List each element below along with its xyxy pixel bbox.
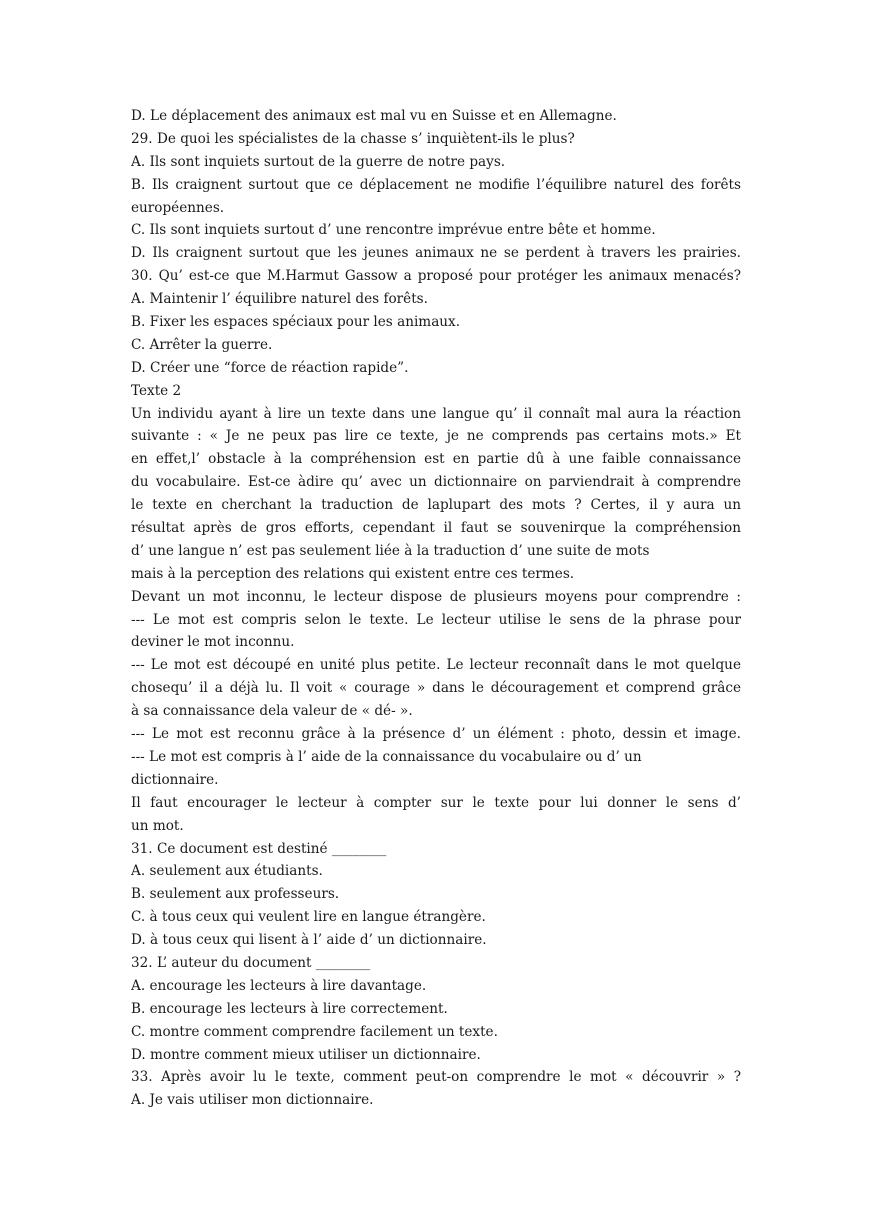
text-line: --- Le mot est reconnu grâce à la présence d’ un élément : photo, dessin et image.	[131, 726, 741, 743]
text-line: d’ une langue n’ est pas seulement liée à la traduction d’ une suite de mots	[131, 542, 650, 559]
text-line: un mot.	[131, 817, 184, 834]
text-line: à sa connaissance dela valeur de « dé- ».	[131, 703, 413, 720]
text-line: C. Arrêter la guerre.	[131, 336, 273, 353]
text-line: Il faut encourager le lecteur à compter sur le texte pour lui donner le sens d’	[131, 794, 741, 811]
text-line: D. Le déplacement des animaux est mal vu en Suisse et en Allemagne.	[131, 108, 617, 124]
text-line: du vocabulaire. Est-ce àdire qu’ avec un dictionnaire on parviendrait à comprendre	[131, 474, 741, 491]
text-line: dictionnaire.	[131, 771, 219, 788]
text-line: 29. De quoi les spécialistes de la chasse s’ inquiètent-ils le plus?	[131, 130, 575, 147]
text-line: C. Ils sont inquiets surtout d’ une rencontre imprévue entre bête et homme.	[131, 222, 656, 239]
text-line: 31. Ce document est destiné ________	[131, 840, 387, 857]
text-line: A. seulement aux étudiants.	[131, 863, 323, 880]
text-line: mais à la perception des relations qui existent entre ces termes.	[131, 565, 575, 582]
text-line: 33. Après avoir lu le texte, comment peut-on comprendre le mot « découvrir » ?	[131, 1069, 741, 1086]
text-line: Devant un mot inconnu, le lecteur dispose de plusieurs moyens pour comprendre :	[131, 588, 741, 605]
text-line: --- Le mot est découpé en unité plus petite. Le lecteur reconnaît dans le mot quelque	[131, 657, 741, 674]
text-line: suivante : « Je ne peux pas lire ce texte, je ne comprends pas certains mots.» Et	[131, 428, 741, 445]
text-line: D. Créer une “force de réaction rapide”.	[131, 359, 409, 376]
text-line: B. Fixer les espaces spéciaux pour les animaux.	[131, 314, 461, 331]
text-line: --- Le mot est compris selon le texte. Le lecteur utilise le sens de la phrase pour	[131, 611, 741, 628]
text-line: B. seulement aux professeurs.	[131, 886, 340, 903]
text-line: le texte en cherchant la traduction de laplupart des mots ? Certes, il y aura un	[131, 497, 741, 514]
text-line: chosequ’ il a déjà lu. Il voit « courage » dans le découragement et comprend grâce	[131, 680, 741, 697]
text-line: en effet,l’ obstacle à la compréhension est en partie dû à une faible connaissance	[131, 451, 741, 468]
text-line: Texte 2	[131, 382, 182, 399]
text-line: A. Maintenir l’ équilibre naturel des forêts.	[131, 291, 428, 308]
text-line: 30. Qu’ est-ce que M.Harmut Gassow a proposé pour protéger les animaux menacés?	[131, 268, 741, 285]
text-line: --- Le mot est compris à l’ aide de la connaissance du vocabulaire ou d’ un	[131, 748, 642, 765]
text-line: D. Ils craignent surtout que les jeunes animaux ne se perdent à travers les prairies.	[131, 245, 741, 262]
text-line: deviner le mot inconnu.	[131, 634, 295, 651]
text-line: C. montre comment comprendre facilement un texte.	[131, 1023, 498, 1040]
text-line: C. à tous ceux qui veulent lire en langue étrangère.	[131, 909, 486, 926]
text-line: D. à tous ceux qui lisent à l’ aide d’ un dictionnaire.	[131, 932, 487, 949]
text-line: B. Ils craignent surtout que ce déplacement ne modifie l’équilibre naturel des forêts	[131, 176, 741, 193]
text-line: A. Ils sont inquiets surtout de la guerre de notre pays.	[131, 153, 506, 170]
text-line: D. montre comment mieux utiliser un dictionnaire.	[131, 1046, 481, 1063]
text-line: européennes.	[131, 199, 225, 216]
document-page	[131, 105, 741, 1112]
text-line: Un individu ayant à lire un texte dans une langue qu’ il connaît mal aura la réaction	[131, 405, 741, 422]
text-line: résultat après de gros efforts, cependant il faut se souvenirque la compréhension	[131, 520, 741, 537]
text-line: 32. L’ auteur du document ________	[131, 954, 371, 971]
text-line: A. encourage les lecteurs à lire davantage.	[131, 977, 427, 994]
text-line: A. Je vais utiliser mon dictionnaire.	[131, 1092, 374, 1109]
text-line: B. encourage les lecteurs à lire correctement.	[131, 1000, 448, 1017]
